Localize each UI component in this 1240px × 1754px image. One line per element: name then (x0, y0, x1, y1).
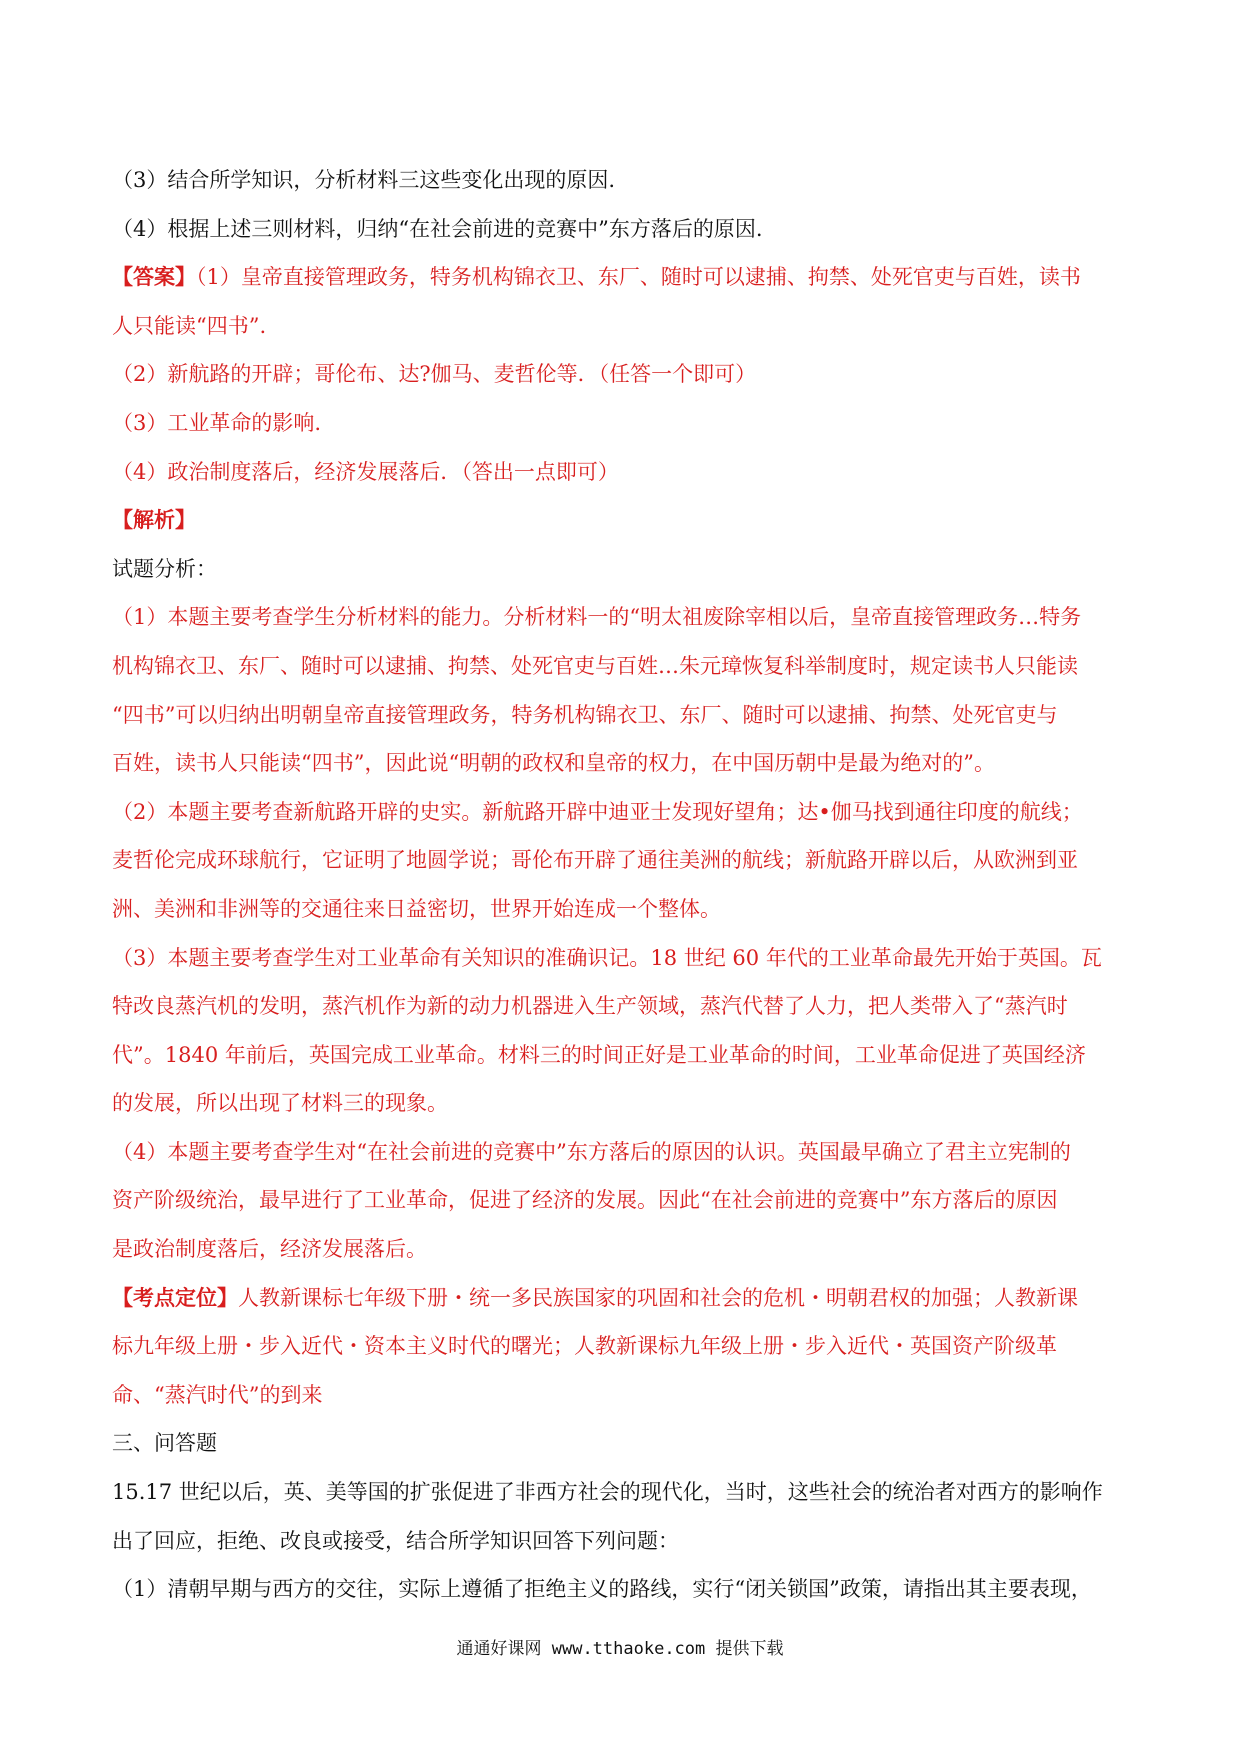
line-text: 是政治制度落后，经济发展落后。 (112, 1237, 427, 1262)
line-text: 百姓，读书人只能读“四书”，因此说“明朝的政权和皇帝的权力，在中国历朝中是最为绝对的”。 (112, 751, 995, 776)
line-text: 机构锦衣卫、东厂、随时可以逮捕、拘禁、处死官吏与百姓…朱元璋恢复科举制度时，规定读书人只能读 (112, 653, 1078, 678)
section-heading (112, 1419, 1132, 1468)
analysis-line-13 (112, 1176, 1132, 1225)
line-text: 麦哲伦完成环球航行，它证明了地圆学说；哥伦布开辟了通往美洲的航线；新航路开辟以后，从欧洲到亚 (112, 848, 1078, 873)
analysis-line-10 (112, 1031, 1132, 1080)
analysis-line-2 (112, 642, 1132, 691)
line-text: 人教新课标七年级下册・统一多民族国家的巩固和社会的危机・明朝君权的加强；人教新课 (238, 1285, 1078, 1310)
answer-line-1 (112, 253, 1132, 302)
line-text: 人只能读“四书”. (112, 313, 267, 338)
document-body (112, 156, 1132, 1614)
analysis-heading (112, 545, 1132, 594)
line-text: （1）皇帝直接管理政务，特务机构锦衣卫、东厂、随时可以逮捕、拘禁、处死官吏与百姓，读书 (196, 265, 1081, 290)
answer-line-5 (112, 448, 1132, 497)
line-text: （1）本题主要考查学生分析材料的能力。分析材料一的“明太祖废除宰相以后，皇帝直接管理政务…特务 (112, 605, 1082, 630)
line-text: （4）政治制度落后，经济发展落后．（答出一点即可） (112, 459, 619, 484)
knowledge-point-line-1 (112, 1274, 1132, 1323)
answer-line-3 (112, 350, 1132, 399)
line-text: （3）工业革命的影响. (112, 410, 322, 435)
analysis-line-14 (112, 1225, 1132, 1274)
knowledge-point-tag: 【考点定位】 (112, 1284, 238, 1310)
line-text: （3）本题主要考查学生对工业革命有关知识的准确识记。18 世纪 60 年代的工业革命最先开始于英国。瓦 (112, 945, 1102, 970)
analysis-line-6 (112, 836, 1132, 885)
page-footer: 通通好课网 www.tthaoke.com 提供下载 (456, 1639, 784, 1659)
line-text: （4）本题主要考查学生对“在社会前进的竞赛中”东方落后的原因的认识。英国最早确立了君主立宪制的 (112, 1139, 1071, 1164)
knowledge-point-line-2 (112, 1322, 1132, 1371)
line-text: （4）根据上述三则材料，归纳“在社会前进的竞赛中”东方落后的原因. (112, 216, 763, 241)
line-text: 出了回应，拒绝、改良或接受，结合所学知识回答下列问题： (112, 1528, 679, 1553)
line-text: 代”。1840 年前后，英国完成工业革命。材料三的时间正好是工业革命的时间，工业革命促进了英国经济 (112, 1042, 1086, 1067)
knowledge-point-line-3 (112, 1371, 1132, 1420)
line-text: 【解析】 (112, 507, 196, 533)
line-text: （2）新航路的开辟；哥伦布、达?伽马、麦哲伦等．（任答一个即可） (112, 362, 757, 387)
analysis-tag (112, 496, 1132, 545)
analysis-line-4 (112, 739, 1132, 788)
question-15-line-1 (112, 1468, 1132, 1517)
question-3-text (112, 156, 1132, 205)
answer-line-4 (112, 399, 1132, 448)
line-text: （1）清朝早期与西方的交往，实际上遵循了拒绝主义的路线，实行“闭关锁国”政策，请指出其主要表现， (112, 1577, 1092, 1602)
line-text: 命、“蒸汽时代”的到来 (112, 1382, 323, 1407)
analysis-line-12 (112, 1128, 1132, 1177)
answer-tag: 【答案】 (112, 264, 196, 290)
line-text: 洲、美洲和非洲等的交通往来日益密切，世界开始连成一个整体。 (112, 896, 721, 921)
line-text: 的发展，所以出现了材料三的现象。 (112, 1091, 448, 1116)
line-text: （3）结合所学知识，分析材料三这些变化出现的原因. (112, 168, 616, 192)
analysis-line-7 (112, 885, 1132, 934)
question-15-line-3 (112, 1565, 1132, 1614)
line-text: 15.17 世纪以后，英、美等国的扩张促进了非西方社会的现代化，当时，这些社会的统治者对西方的影响作 (112, 1480, 1103, 1505)
analysis-line-8 (112, 934, 1132, 983)
analysis-line-9 (112, 982, 1132, 1031)
analysis-line-3 (112, 691, 1132, 740)
analysis-line-5 (112, 788, 1132, 837)
answer-line-2 (112, 302, 1132, 351)
analysis-line-1 (112, 593, 1132, 642)
line-text: 标九年级上册・步入近代・资本主义时代的曙光；人教新课标九年级上册・步入近代・英国资产阶级革 (112, 1334, 1057, 1359)
line-text: 资产阶级统治，最早进行了工业革命，促进了经济的发展。因此“在社会前进的竞赛中”东方落后的原因 (112, 1188, 1058, 1213)
question-15-line-2 (112, 1517, 1132, 1566)
line-text: 特改良蒸汽机的发明，蒸汽机作为新的动力机器进入生产领域，蒸汽代替了人力，把人类带入了“蒸汽时 (112, 994, 1068, 1019)
line-text: （2）本题主要考查新航路开辟的史实。新航路开辟中迪亚士发现好望角；达•伽马找到通往印度的航线； (112, 799, 1083, 824)
line-text: “四书”可以归纳出明朝皇帝直接管理政务，特务机构锦衣卫、东厂、随时可以逮捕、拘禁、处死官吏与 (112, 702, 1058, 727)
question-4-text (112, 205, 1132, 254)
line-text: 三、问答题 (112, 1431, 217, 1456)
line-text: 试题分析： (112, 556, 217, 581)
analysis-line-11 (112, 1079, 1132, 1128)
